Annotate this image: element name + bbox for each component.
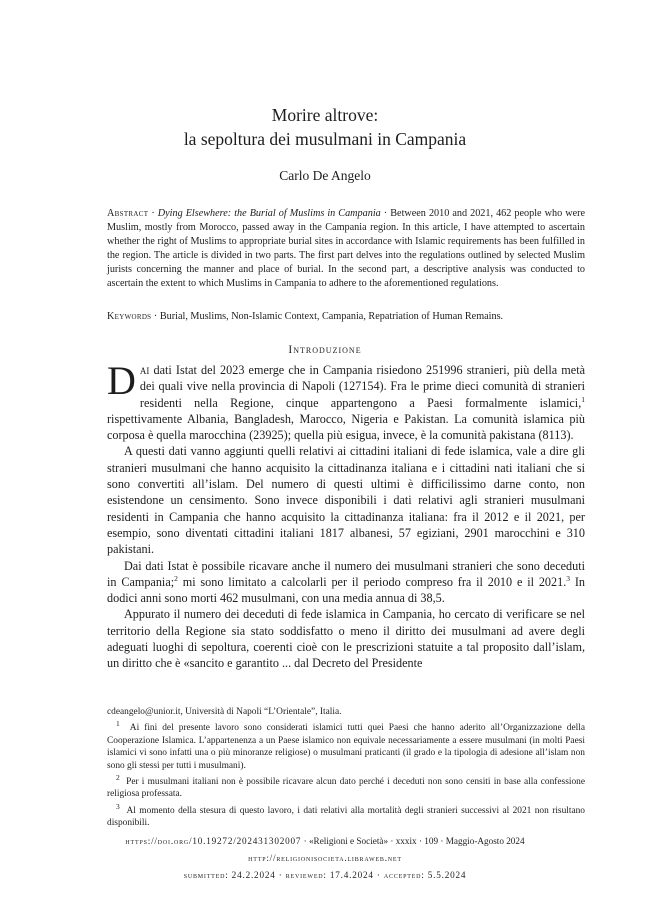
- paragraph-4: Appurato il numero dei deceduti di fede islamica in Campania, ho cercato di verificare se nel territorio della Regione sia stato soddisfatto o meno il diritto dei musulmani ad avere degli adeguati luoghi di sepoltura, coerenti cioè con le prescrizioni statuite a tal proposito dall’islam, un diritto che è «sancito e garantito ... dal Decreto del Presidente: [107, 607, 585, 671]
- footnote-2: [107, 772, 585, 801]
- author-name: Carlo De Angelo: [279, 168, 371, 183]
- footnote-1-text: Ai fini del presente lavoro sono considerati islamici tutti quei Paesi che hanno aderito all’Organizzazione della Cooperazione Islamica. L’appartenenza a un Paese islamico non equivale necessariamente a essere musulmani (in molti Paesi islamici vi sono infatti una o più minoranze religiose) o musulmani praticanti (il grado e la tipologia di adesione all’islam non sono gli stessi per tutti i musulmani).: [107, 723, 585, 771]
- section-heading: Introduzione: [288, 344, 362, 356]
- footnote-ref-2[interactable]: 2: [174, 573, 178, 583]
- title-line-1: Morire altrove:: [271, 105, 379, 125]
- body-text: [107, 358, 585, 672]
- footnote-1-number: 1: [116, 719, 120, 729]
- footnote-3-text: Al momento della stesura di questo lavoro, i dati relativi alla mortalità degli stranieri successivi al 2021 non risultano disponibili.: [107, 805, 585, 829]
- page-footer: [0, 833, 650, 884]
- keywords-separator: ·: [151, 311, 160, 322]
- abstract-english-title: Dying Elsewhere: the Burial of Muslims in Campania: [157, 208, 381, 219]
- abstract-text: Between 2010 and 2021, 462 people who were Muslim, mostly from Morocco, passed away in the Campania region. In this article, I have attempted to ascertain whether the right of Muslims to appropriate burial sites in accordance with Islamic requirements has been fulfilled in the region. The article is divided in two parts. The first part delves into the regulations outlined by selected Muslim jurists concerning the manner and place of burial. In the second part, a descriptive analysis was conducted to ascertain the extent to which Muslims in Campania to adhere to the aforementioned regulations.: [107, 208, 585, 289]
- abstract: [107, 207, 585, 290]
- paragraph-3-text-a: Dai dati Istat è possibile ricavare anche il numero dei musulmani stranieri che sono deceduti in Campania;: [107, 558, 585, 589]
- paragraph-1-text-a: dati Istat del 2023 emerge che in Campania risiedono 251996 stranieri, più della metà dei quali vive nella provincia di Napoli (127154). Fra le prime dieci comunità di stranieri residenti nella Regione, cinque appartengono a Paesi formalmente islamici,: [139, 363, 585, 410]
- paragraph-3-text-c: In dodici anni sono morti 462 musulmani, con una media annua di 38,5.: [107, 574, 585, 606]
- keywords-text: Burial, Muslims, Non-Islamic Context, Campania, Repatriation of Human Remains.: [159, 311, 504, 322]
- lead-small-caps: ai: [139, 363, 150, 377]
- footnote-2-text: Per i musulmani italiani non è possibile ricavare alcun dato perché i deceduti non sono censiti in base alla confessione religiosa professata.: [107, 777, 585, 800]
- paragraph-3: [107, 558, 585, 607]
- footnote-3-number: 3: [116, 801, 120, 811]
- paragraph-1: [107, 358, 585, 443]
- journal-url-link[interactable]: http://religionisocieta.libraweb.net: [248, 853, 402, 863]
- doi-link[interactable]: https://doi.org/10.19272/202431302007: [125, 836, 302, 846]
- footnote-ref-1[interactable]: 1: [581, 394, 585, 404]
- footnote-1: [107, 719, 585, 772]
- paragraph-3-text-b: mi sono limitato a calcolarli per il periodo compreso fra il 2010 e il 2021.: [177, 574, 567, 589]
- paragraph-1-text-b: rispettivamente Albania, Bangladesh, Marocco, Nigeria e Pakistan. La comunità islamica più corposa è quella marocchina (23925); quella più esigua, invece, è la comunità pakistana (8113).: [107, 411, 585, 443]
- footnote-3: [107, 801, 585, 830]
- abstract-label: Abstract: [107, 208, 149, 219]
- footnote-2-number: 2: [116, 772, 120, 782]
- journal-info: · «Religioni e Società» · xxxix · 109 · Maggio-Agosto 2024: [301, 836, 525, 846]
- abstract-separator: ·: [380, 208, 391, 219]
- title-line-2: la sepoltura dei musulmani in Campania: [183, 129, 467, 149]
- drop-cap: D: [107, 358, 136, 403]
- abstract-separator: ·: [148, 208, 158, 219]
- article-title: [0, 103, 650, 151]
- keywords-label: Keywords: [107, 311, 152, 322]
- author-affiliation: cdeangelo@unior.it, Università di Napoli “L’Orientale”, Italia.: [107, 707, 342, 717]
- paragraph-2: A questi dati vanno aggiunti quelli relativi ai cittadini italiani di fede islamica, vale a dire gli stranieri musulmani che hanno acquisito la cittadinanza italiana e i cittadini nati italiani che si sono convertiti all’islam. Del numero di questi ultimi è difficilissimo darne conto, non esistendone un censimento. Sono invece disponibili i dati relativi agli stranieri musulmani residenti in Campania che hanno acquisito la cittadinanza italiana: fra il 2012 e il 2021, per esempio, sono diventati cittadini italiani 1817 albanesi, 57 egiziani, 2901 marocchini e 310 pakistani.: [107, 444, 585, 557]
- footer-citation-line: [0, 833, 650, 850]
- footnote-ref-3[interactable]: 3: [566, 573, 570, 583]
- submission-dates: submitted: 24.2.2024 · reviewed: 17.4.2024 · accepted: 5.5.2024: [183, 870, 467, 880]
- keywords: [107, 310, 585, 324]
- footnotes: [107, 706, 585, 834]
